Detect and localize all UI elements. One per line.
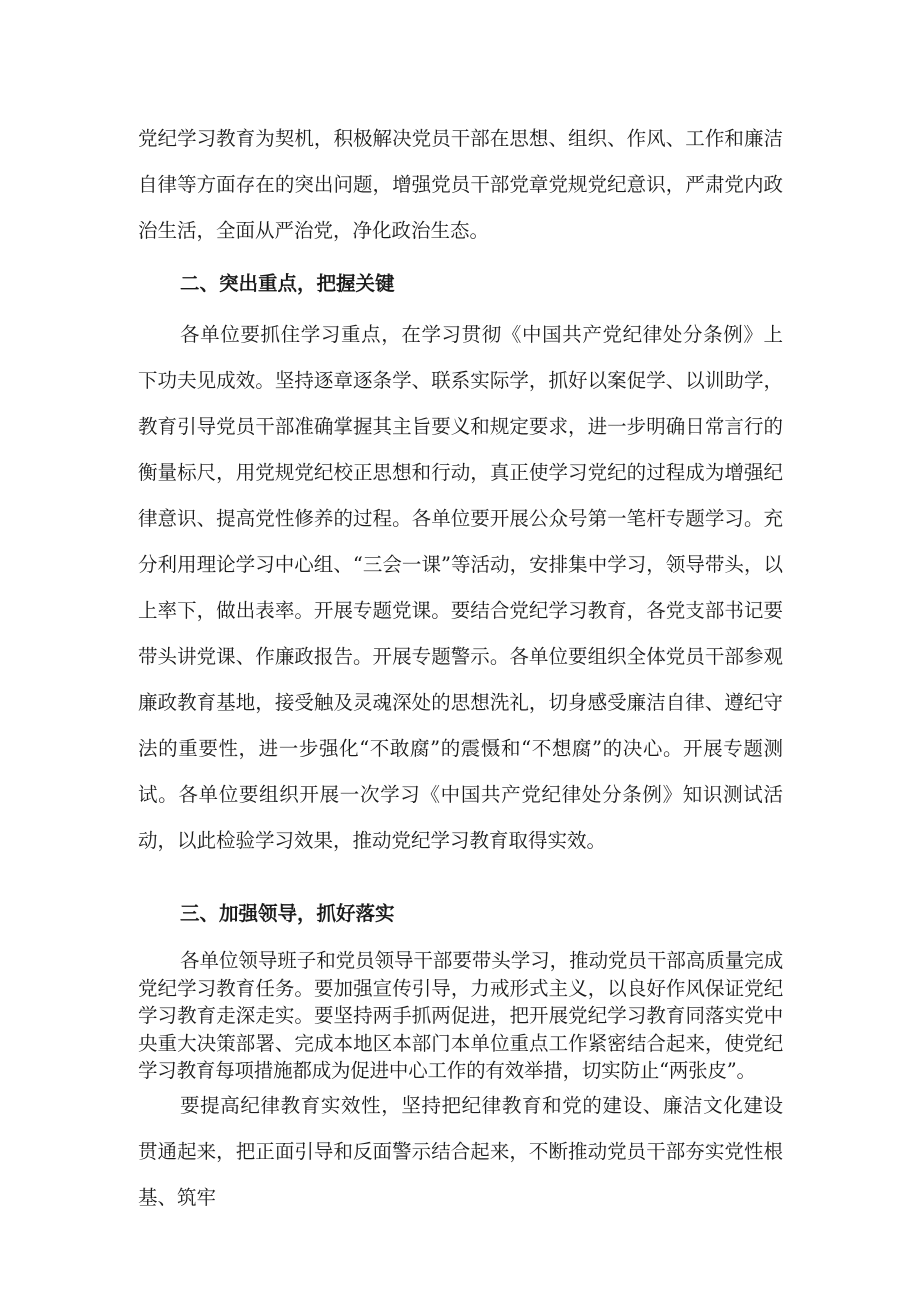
paragraph-intro-continuation: 党纪学习教育为契机，积极解决党员干部在思想、组织、作风、工作和廉洁自律等方面存在的突出问题，增强党员干部党章党规党纪意识，严肃党内政治生活，全面从严治党，净化政治生态。 (138, 127, 783, 242)
section-heading-3: 三、加强领导，抓好落实 (180, 902, 395, 925)
paragraph-section-3-body: 各单位领导班子和党员领导干部要带头学习，推动党员干部高质量完成党纪学习教育任务。要加强宣传引导，力戒形式主义，以良好作风保证党纪学习教育走深走实。要坚持两手抓两促进，把开展党纪学习教育同落实党中央重大决策部署、完成本地区本部门本单位重点工作紧密结合起来，使党纪学习教育每项措施都成为促进中心工作的有效举措，切实防止“两张皮”。 (138, 949, 783, 1082)
paragraph-section-2-body: 各单位要抓住学习重点，在学习贯彻《中国共产党纪律处分条例》上下功夫见成效。坚持逐章逐条学、联系实际学，抓好以案促学、以训助学，教育引导党员干部准确掌握其主旨要义和规定要求，进一步明确日常言行的衡量标尺，用党规党纪校正思想和行动，真正使学习党纪的过程成为增强纪律意识、提高党性修养的过程。各单位要开展公众号第一笔杆专题学习。充分利用理论学习中心组、“三会一课”等活动，安排集中学习，领导带头，以上率下，做出表率。开展专题党课。要结合党纪学习教育，各党支部书记要带头讲党课、作廉政报告。开展专题警示。各单位要组织全体党员干部参观廉政教育基地，接受触及灵魂深处的思想洗礼，切身感受廉洁自律、遵纪守法的重要性，进一步强化“不敢腐”的震慑和“不想腐”的决心。开展专题测试。各单位要组织开展一次学习《中国共产党纪律处分条例》知识测试活动，以此检验学习效果，推动党纪学习教育取得实效。 (138, 323, 783, 852)
section-heading-2: 二、突出重点，把握关键 (180, 272, 395, 295)
paragraph-section-3-continued: 要提高纪律教育实效性，坚持把纪律教育和党的建设、廉洁文化建设贯通起来，把正面引导和反面警示结合起来，不断推动党员干部夯实党性根基、筑牢 (138, 1094, 783, 1209)
